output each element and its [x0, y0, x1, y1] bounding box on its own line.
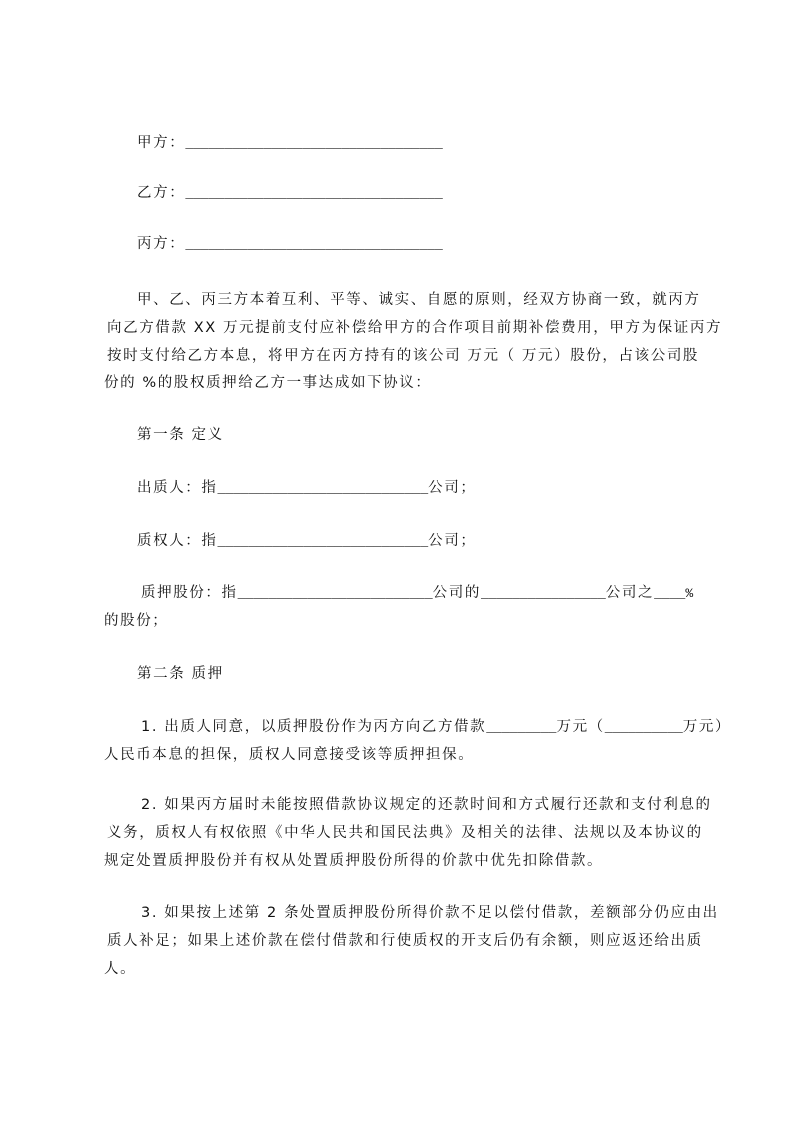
- shares-line-2: 的股份；: [104, 613, 169, 629]
- item-1-text-b: 万元（: [556, 719, 605, 735]
- party-c-blank: _________________________________: [185, 237, 443, 252]
- party-b-label: 乙方：: [137, 185, 186, 201]
- item-3-line-3: 人。: [104, 961, 137, 977]
- party-b-blank: _________________________________: [185, 186, 443, 201]
- pledgee-label: 质权人：指: [137, 533, 218, 549]
- item-1-blank-1: _________: [486, 720, 557, 735]
- pledgor-line: [137, 478, 700, 498]
- pledgor-blank: ___________________________: [217, 481, 429, 496]
- pledgee-line: [137, 531, 700, 551]
- article-1-title: 第一条 定义: [137, 427, 224, 443]
- item-2-line-3: 规定处置质押股份并有权从处置质押股份所得的价款中优先扣除借款。: [104, 853, 604, 869]
- shares-blank-1: _________________________: [237, 586, 433, 601]
- shares-mid-1: 公司的: [432, 585, 481, 601]
- intro-line-4: 份的 %的股权质押给乙方一事达成如下协议：: [104, 375, 432, 391]
- pledgor-label: 出质人：指: [137, 480, 218, 496]
- item-1-blank-2: __________: [604, 720, 683, 735]
- shares-line: [141, 583, 700, 603]
- shares-mid-2: 公司之: [605, 585, 655, 601]
- item-3-line-2: 质人补足；如果上述价款在偿付借款和行使质权的开支后仍有余额，则应返还给出质: [107, 933, 703, 949]
- shares-blank-3: ____: [654, 586, 686, 601]
- item-1-text-a: 1. 出质人同意，以质押股份作为丙方向乙方借款: [141, 719, 487, 735]
- shares-blank-2: ________________: [480, 586, 606, 601]
- shares-suffix: %: [685, 586, 694, 601]
- shares-label: 质押股份：指: [141, 585, 238, 601]
- intro-line-2: 向乙方借款 XX 万元提前支付应补偿给甲方的合作项目前期补偿费用，甲方为保证丙方: [107, 320, 723, 336]
- pledgor-suffix: 公司；: [428, 480, 477, 496]
- intro-line-1: 甲、乙、丙三方本着互利、平等、诚实、自愿的原则，经双方协商一致，就丙方: [137, 292, 701, 308]
- party-b-line: [137, 183, 700, 203]
- party-c-line: [137, 234, 700, 254]
- party-a-line: [137, 133, 700, 153]
- item-2-line-1: 2. 如果丙方届时未能按照借款协议规定的还款时间和方式履行还款和支付利息的: [141, 797, 712, 813]
- party-a-blank: _________________________________: [185, 136, 443, 151]
- article-2-title: 第二条 质押: [137, 666, 224, 682]
- item-2-line-2: 义务，质权人有权依照《中华人民共和国民法典》及相关的法律、法规以及本协议的: [107, 825, 703, 841]
- party-a-label: 甲方：: [137, 135, 186, 151]
- item-1-line-2: 人民币本息的担保，质权人同意接受该等质押担保。: [104, 747, 475, 763]
- item-1-text-c: 万元）: [682, 719, 732, 735]
- party-c-label: 丙方：: [137, 236, 186, 252]
- pledgee-blank: ___________________________: [217, 534, 429, 549]
- pledgee-suffix: 公司；: [428, 533, 477, 549]
- item-3-line-1: 3. 如果按上述第 2 条处置质押股份所得价款不足以偿付借款，差额部分仍应由出: [141, 905, 719, 921]
- intro-line-3: 按时支付给乙方本息，将甲方在丙方持有的该公司 万元（ 万元）股份，占该公司股: [107, 348, 700, 364]
- item-1-line-1: [141, 717, 732, 737]
